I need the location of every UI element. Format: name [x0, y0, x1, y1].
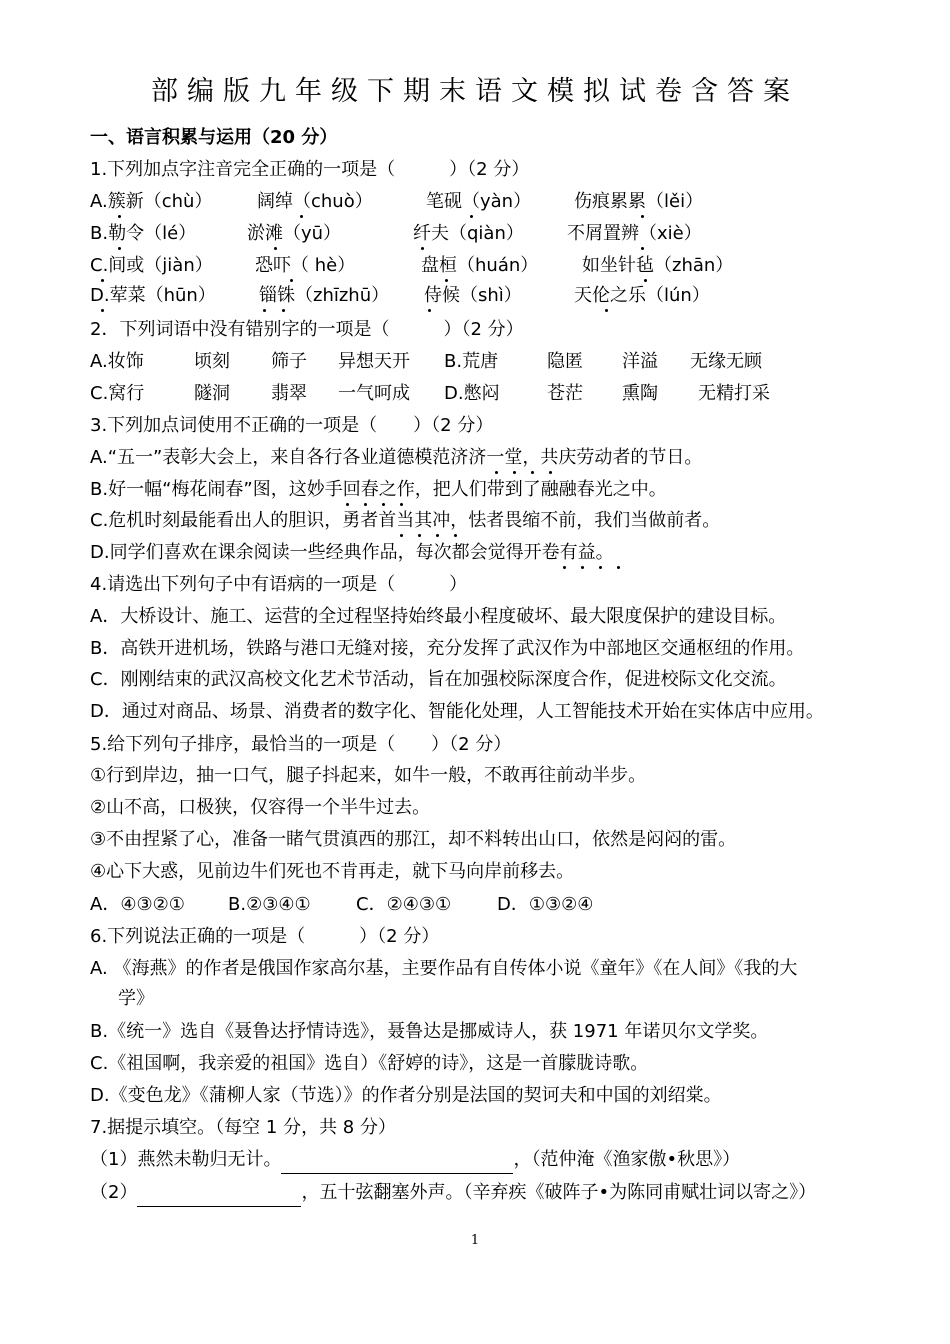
- q1-option-b-3: 纤夫（qiàn）: [413, 223, 524, 244]
- q2-word: D.憋闷: [444, 383, 500, 404]
- q6-option-a: A. 《海燕》的作者是俄国作家高尔基，主要作品有自传体小说《童年》《在人间》《我的大: [90, 958, 798, 979]
- emphasis-dot: [364, 503, 367, 506]
- q5-choice-b: B.②③④①: [228, 894, 311, 915]
- q2-word: A.妆饰: [90, 351, 144, 372]
- q4-option-d: D．通过对商品、场景、消费者的数字化、智能化处理，人工智能技术开始在实体店中应用。: [90, 701, 824, 722]
- emphasis-dot: [400, 534, 403, 537]
- emphasis-dot: [418, 534, 421, 537]
- q2-word: 无精打采: [698, 383, 770, 404]
- q2-word: 熏陶: [622, 383, 658, 404]
- q5-choice-a: A．④③②①: [90, 894, 185, 915]
- q2-word: 隧洞: [194, 383, 230, 404]
- q5-sentence-4: ④心下大惑，见前边牛们死也不肯再走，就下马向岸前移去。: [90, 861, 575, 882]
- q7-item-1-source: ，（范仲淹《渔家傲•秋思》）: [513, 1149, 741, 1170]
- question-2-stem: 2．下列词语中没有错别字的一项是（ ）（2 分）: [90, 319, 524, 340]
- q2-word: 翡翠: [271, 383, 307, 404]
- q2-word: 隐匿: [547, 351, 583, 372]
- q7-item-2: [90, 1179, 816, 1207]
- emphasis-dot: [513, 471, 516, 474]
- question-5-stem: 5.给下列句子排序，最恰当的一项是（ ）（2 分）: [90, 734, 512, 755]
- emphasis-dot: [428, 309, 431, 312]
- q7-item-2-number: （2）: [90, 1182, 138, 1203]
- q3-option-a: A.“五一”表彰大会上，来自各行各业道德模范济济一堂，共庆劳动者的节日。: [90, 447, 703, 468]
- q5-choice-c: C．②④③①: [356, 894, 452, 915]
- q2-word: 异想天开: [338, 351, 410, 372]
- emphasis-dot: [346, 503, 349, 506]
- q1-option-b-4: 不屑置辨（xiè）: [567, 223, 702, 244]
- q2-word: 一气呵成: [338, 383, 410, 404]
- q2-word: C.窝行: [90, 383, 145, 404]
- q2-word: 筛子: [271, 351, 307, 372]
- emphasis-dot: [563, 566, 566, 569]
- emphasis-dot: [599, 566, 602, 569]
- q1-option-d-2: 锱铢（zhīzhū）: [259, 285, 390, 306]
- q5-sentence-1: ①行到岸边，抽一口气，腿子抖起来，如牛一般，不敢再往前动半步。: [90, 765, 647, 786]
- q5-sentence-3: ③不由捏紧了心，准备一睹气贯滇西的那江，却不料转出山口，依然是闷闷的雷。: [90, 829, 737, 850]
- q6-option-c: C.《祖国啊，我亲爱的祖国》选自）《舒婷的诗》，这是一首朦胧诗歌。: [90, 1053, 649, 1074]
- emphasis-dot: [421, 247, 424, 250]
- question-6-stem: 6.下列说法正确的一项是（ ）（2 分）: [90, 926, 440, 947]
- emphasis-dot: [454, 534, 457, 537]
- q1-option-a-3: 笔砚（yàn）: [426, 191, 532, 212]
- q1-option-a-4: 伤痕累累（lěi）: [574, 191, 704, 212]
- emphasis-dot: [382, 503, 385, 506]
- q4-option-b: B．高铁开进机场，铁路与港口无缝对接，充分发挥了武汉作为中部地区交通枢纽的作用。: [90, 638, 805, 659]
- page-number: 1: [470, 1233, 480, 1248]
- emphasis-dot: [549, 471, 552, 474]
- q1-option-c-4: 如坐针毡（zhān）: [582, 255, 734, 276]
- q3-option-b: B.好一幅“梅花闹春”图，这妙手回春之作，把人们带到了融融春光之中。: [90, 479, 667, 500]
- q7-item-1-prompt: （1）燕然未勒归无计。: [90, 1149, 282, 1170]
- emphasis-dot: [641, 247, 644, 250]
- q1-option-d-4: 天伦之乐（lún）: [574, 285, 710, 306]
- emphasis-dot: [290, 279, 293, 282]
- emphasis-dot: [495, 471, 498, 474]
- q2-word: 洋溢: [622, 351, 658, 372]
- emphasis-dot: [263, 309, 266, 312]
- emphasis-dot: [282, 309, 285, 312]
- q1-option-b-2: 淤滩（yū）: [247, 223, 342, 244]
- emphasis-dot: [581, 566, 584, 569]
- q2-word: 苍茫: [547, 383, 583, 404]
- section-heading: 一、语言积累与运用（20 分）: [90, 127, 338, 148]
- question-3-stem: 3.下列加点词使用不正确的一项是（ ）（2 分）: [90, 415, 494, 436]
- question-4-stem: 4.请选出下列句子中有语病的一项是（ ）: [90, 574, 468, 595]
- q1-option-a: A.簇新（chù）: [90, 191, 213, 212]
- q6-option-a-continued: 学》: [118, 988, 154, 1009]
- emphasis-dot: [644, 279, 647, 282]
- q5-sentence-2: ②山不高，口极狭，仅容得一个半牛过去。: [90, 797, 431, 818]
- answer-blank[interactable]: [137, 1184, 301, 1207]
- emphasis-dot: [470, 215, 473, 218]
- emphasis-dot: [445, 279, 448, 282]
- emphasis-dot: [274, 247, 277, 250]
- q1-option-a-2: 阔绰（chuò）: [257, 191, 373, 212]
- emphasis-dot: [118, 247, 121, 250]
- q1-option-d-3: 侍候（shì）: [424, 285, 522, 306]
- emphasis-dot: [400, 503, 403, 506]
- answer-blank[interactable]: [281, 1151, 513, 1174]
- emphasis-dot: [617, 566, 620, 569]
- q6-option-b: B.《统一》选自《聂鲁达抒情诗选》，聂鲁达是挪威诗人，获 1971 年诺贝尔文学奖。: [90, 1021, 769, 1042]
- q5-choice-d: D．①③②④: [497, 894, 594, 915]
- q4-option-c: C．刚刚结束的武汉高校文化艺术节活动，旨在加强校际深度合作，促进校际文化交流。: [90, 669, 787, 690]
- q7-item-1: [90, 1146, 740, 1174]
- question-1-stem: 1.下列加点字注音完全正确的一项是（ ）（2 分）: [90, 159, 530, 180]
- q1-option-c: C.间或（jiàn）: [90, 255, 213, 276]
- q4-option-a: A．大桥设计、施工、运营的全过程坚持始终最小程度破坏、最大限度保护的建设目标。: [90, 606, 787, 627]
- emphasis-dot: [101, 279, 104, 282]
- q2-word: 顷刻: [194, 351, 230, 372]
- q3-option-c: C.危机时刻最能看出人的胆识，勇者首当其冲，怯者畏缩不前，我们当做前者。: [90, 510, 721, 531]
- emphasis-dot: [300, 215, 303, 218]
- q7-item-2-source: ，五十弦翻塞外声。（辛弃疾《破阵子•为陈同甫赋壮词以寄之》）: [301, 1182, 817, 1203]
- emphasis-dot: [101, 309, 104, 312]
- q6-option-d: D.《变色龙》《蒲柳人家（节选）》的作者分别是法国的契诃夫和中国的刘绍棠。: [90, 1085, 722, 1106]
- emphasis-dot: [118, 215, 121, 218]
- q1-option-c-3: 盘桓（huán）: [421, 255, 539, 276]
- q1-option-b: B.勒令（lé）: [90, 223, 197, 244]
- question-7-stem: 7.据提示填空。（每空 1 分，共 8 分）: [90, 1117, 396, 1138]
- emphasis-dot: [531, 471, 534, 474]
- emphasis-dot: [605, 309, 608, 312]
- q1-option-c-2: 恐吓（ hè）: [255, 255, 356, 276]
- emphasis-dot: [436, 534, 439, 537]
- q3-option-d: D.同学们喜欢在课余阅读一些经典作品，每次都会觉得开卷有益。: [90, 542, 614, 563]
- q2-word: 无缘无顾: [690, 351, 762, 372]
- emphasis-dot: [641, 215, 644, 218]
- q1-option-d: D.荤菜（hūn）: [90, 285, 216, 306]
- document-title: 部编版九年级下期末语文模拟试卷含答案: [151, 76, 799, 107]
- q2-word: B.荒唐: [444, 351, 499, 372]
